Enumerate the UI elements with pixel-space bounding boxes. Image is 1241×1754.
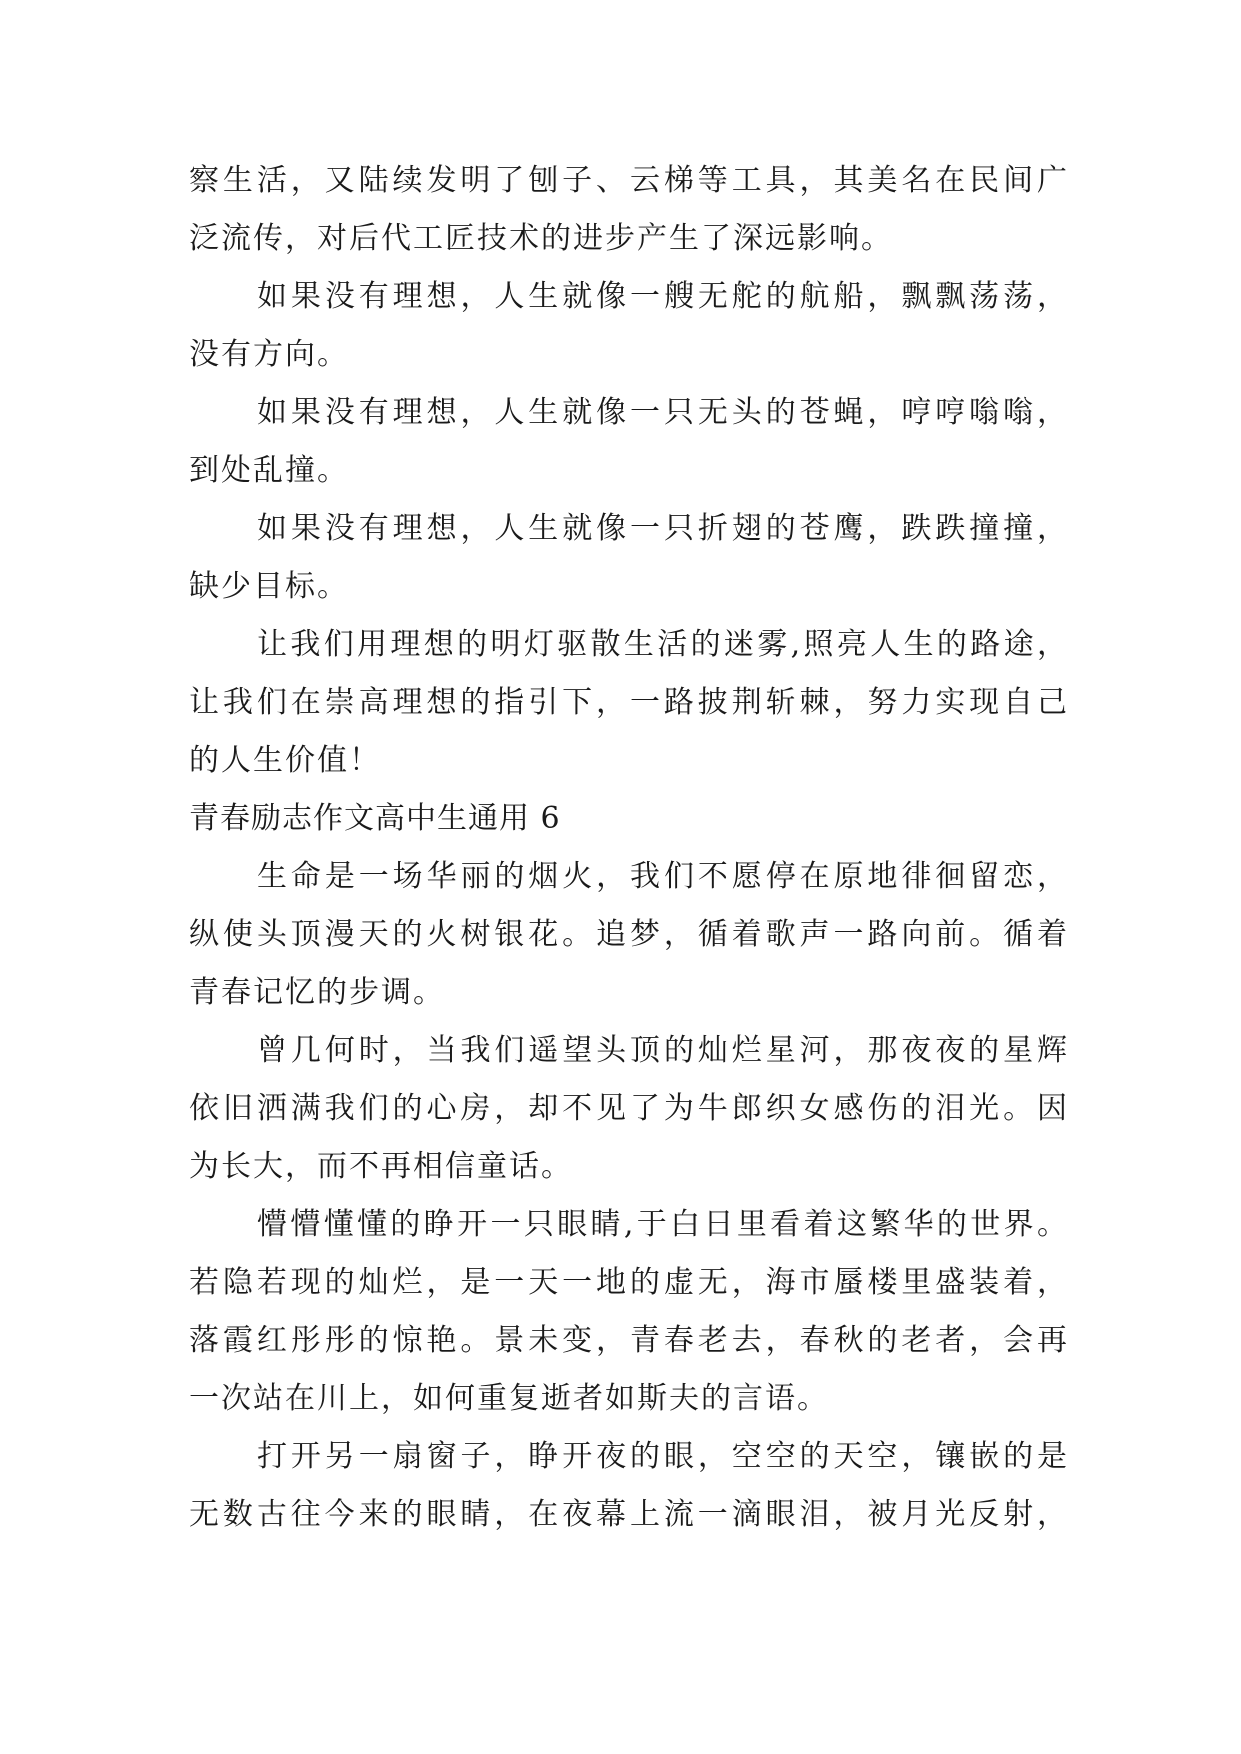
text-line: 纵使头顶漫天的火树银花。追梦，循着歌声一路向前。循着 (189, 917, 1069, 952)
text-line: 懵懵懂懂的睁开一只眼睛,于白日里看着这繁华的世界。 (257, 1207, 1069, 1242)
text-line: 一次站在川上，如何重复逝者如斯夫的言语。 (189, 1381, 829, 1416)
text-line: 生命是一场华丽的烟火，我们不愿停在原地徘徊留恋， (257, 859, 1069, 894)
text-line: 为长大，而不再相信童话。 (189, 1149, 573, 1184)
text-line: 若隐若现的灿烂，是一天一地的虚无，海市蜃楼里盛装着， (189, 1265, 1069, 1300)
text-line: 依旧洒满我们的心房，却不见了为牛郎织女感伤的泪光。因 (189, 1091, 1069, 1126)
text-line: 察生活，又陆续发明了刨子、云梯等工具，其美名在民间广 (189, 163, 1069, 198)
document-body (189, 152, 1069, 1544)
text-line: 让我们在崇高理想的指引下，一路披荆斩棘，努力实现自己 (189, 685, 1069, 720)
text-line: 青春记忆的步调。 (189, 975, 445, 1010)
text-line: 如果没有理想，人生就像一只无头的苍蝇，哼哼嗡嗡， (257, 395, 1069, 430)
text-line: 缺少目标。 (189, 569, 349, 604)
text-line: 如果没有理想，人生就像一只折翅的苍鹰，跌跌撞撞， (257, 511, 1069, 546)
text-line: 到处乱撞。 (189, 453, 349, 488)
section-heading: 青春励志作文高中生通用 6 (189, 801, 561, 836)
text-line: 如果没有理想，人生就像一艘无舵的航船，飘飘荡荡， (257, 279, 1069, 314)
text-line: 的人生价值！ (189, 743, 381, 778)
text-line: 曾几何时，当我们遥望头顶的灿烂星河，那夜夜的星辉 (257, 1033, 1069, 1068)
text-line: 泛流传，对后代工匠技术的进步产生了深远影响。 (189, 221, 893, 256)
text-line: 让我们用理想的明灯驱散生活的迷雾,照亮人生的路途， (257, 627, 1069, 662)
text-line: 落霞红彤彤的惊艳。景未变，青春老去，春秋的老者，会再 (189, 1323, 1069, 1358)
text-line: 没有方向。 (189, 337, 349, 372)
text-line: 无数古往今来的眼睛，在夜幕上流一滴眼泪，被月光反射， (189, 1497, 1069, 1532)
text-line: 打开另一扇窗子，睁开夜的眼，空空的天空，镶嵌的是 (257, 1439, 1069, 1474)
